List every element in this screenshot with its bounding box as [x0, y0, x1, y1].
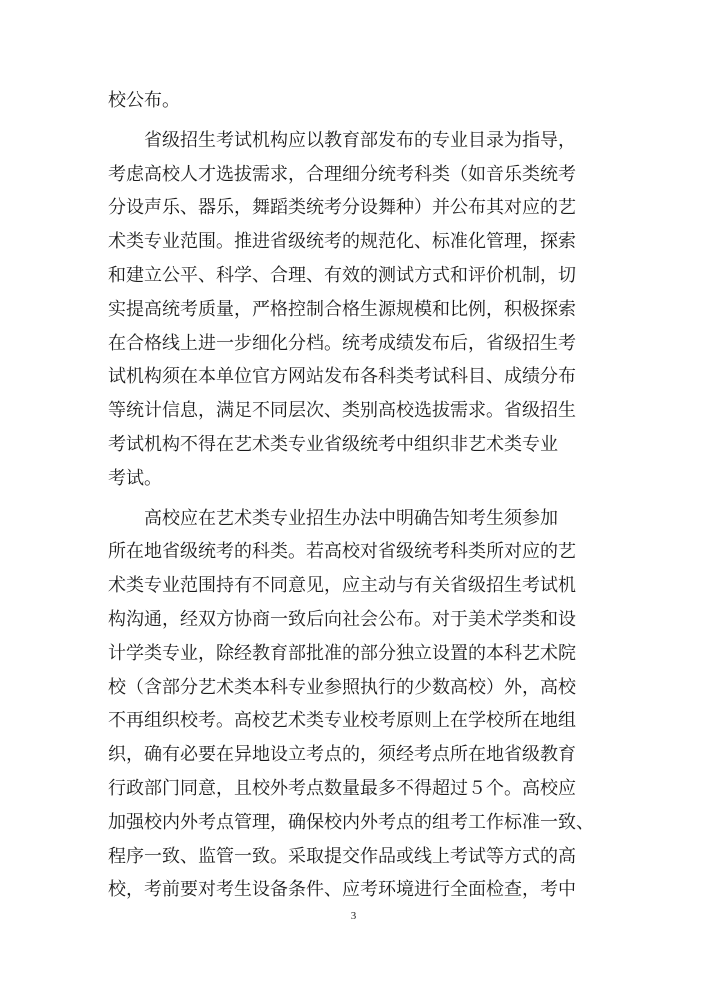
text-line: 考试机构不得在艺术类专业省级统考中组织非艺术类专业 — [108, 433, 558, 455]
paragraph-3 — [108, 502, 604, 908]
text-line: 不再组织校考。高校艺术类专业校考原则上在学校所在地组 — [108, 710, 576, 732]
text-line: 构沟通，经双方协商一致后向社会公布。对于美术学类和设 — [108, 608, 576, 630]
text-line: 考虑高校人才选拔需求，合理细分统考科类（如音乐类统考 — [108, 163, 576, 185]
text-line: 术类专业范围。推进省级统考的规范化、标准化管理，探索 — [108, 231, 576, 253]
text-line: 行政部门同意，且校外考点数量最多不得超过５个。高校应 — [108, 777, 576, 799]
text-line: 试机构须在本单位官方网站发布各科类考试科目、成绩分布 — [108, 366, 576, 388]
body-text — [108, 84, 604, 907]
text-line: 和建立公平、科学、合理、有效的测试方式和评价机制，切 — [108, 264, 576, 286]
text-line: 分设声乐、器乐，舞蹈类统考分设舞种）并公布其对应的艺 — [108, 197, 576, 219]
page-number: 3 — [350, 910, 357, 922]
text-line: 校公布。 — [108, 90, 180, 111]
text-line: 高校应在艺术类专业招生办法中明确告知考生须参加 — [108, 507, 558, 529]
text-line: 校，考前要对考生设备条件、应考环境进行全面检查，考中 — [108, 879, 576, 901]
text-line: 计学类专业，除经教育部批准的部分独立设置的本科艺术院 — [108, 642, 576, 664]
text-line: 校（含部分艺术类本科专业参照执行的少数高校）外，高校 — [108, 676, 576, 698]
text-line: 考试。 — [108, 467, 162, 489]
text-line: 在合格线上进一步细化分档。统考成绩发布后，省级招生考 — [108, 332, 576, 354]
paragraph-2 — [108, 124, 604, 496]
text-line: 加强校内外考点管理，确保校内外考点的组考工作标准一致、 — [108, 811, 594, 833]
text-line: 织，确有必要在异地设立考点的，须经考点所在地省级教育 — [108, 744, 576, 766]
paragraph-1 — [108, 84, 604, 118]
text-line: 等统计信息，满足不同层次、类别高校选拔需求。省级招生 — [108, 400, 576, 422]
text-line: 实提高统考质量，严格控制合格生源规模和比例，积极探索 — [108, 298, 576, 320]
text-line: 省级招生考试机构应以教育部发布的专业目录为指导， — [108, 129, 576, 151]
text-line: 所在地省级统考的科类。若高校对省级统考科类所对应的艺 — [108, 541, 576, 563]
text-line: 术类专业范围持有不同意见，应主动与有关省级招生考试机 — [108, 575, 576, 597]
text-line: 程序一致、监管一致。采取提交作品或线上考试等方式的高 — [108, 845, 576, 867]
